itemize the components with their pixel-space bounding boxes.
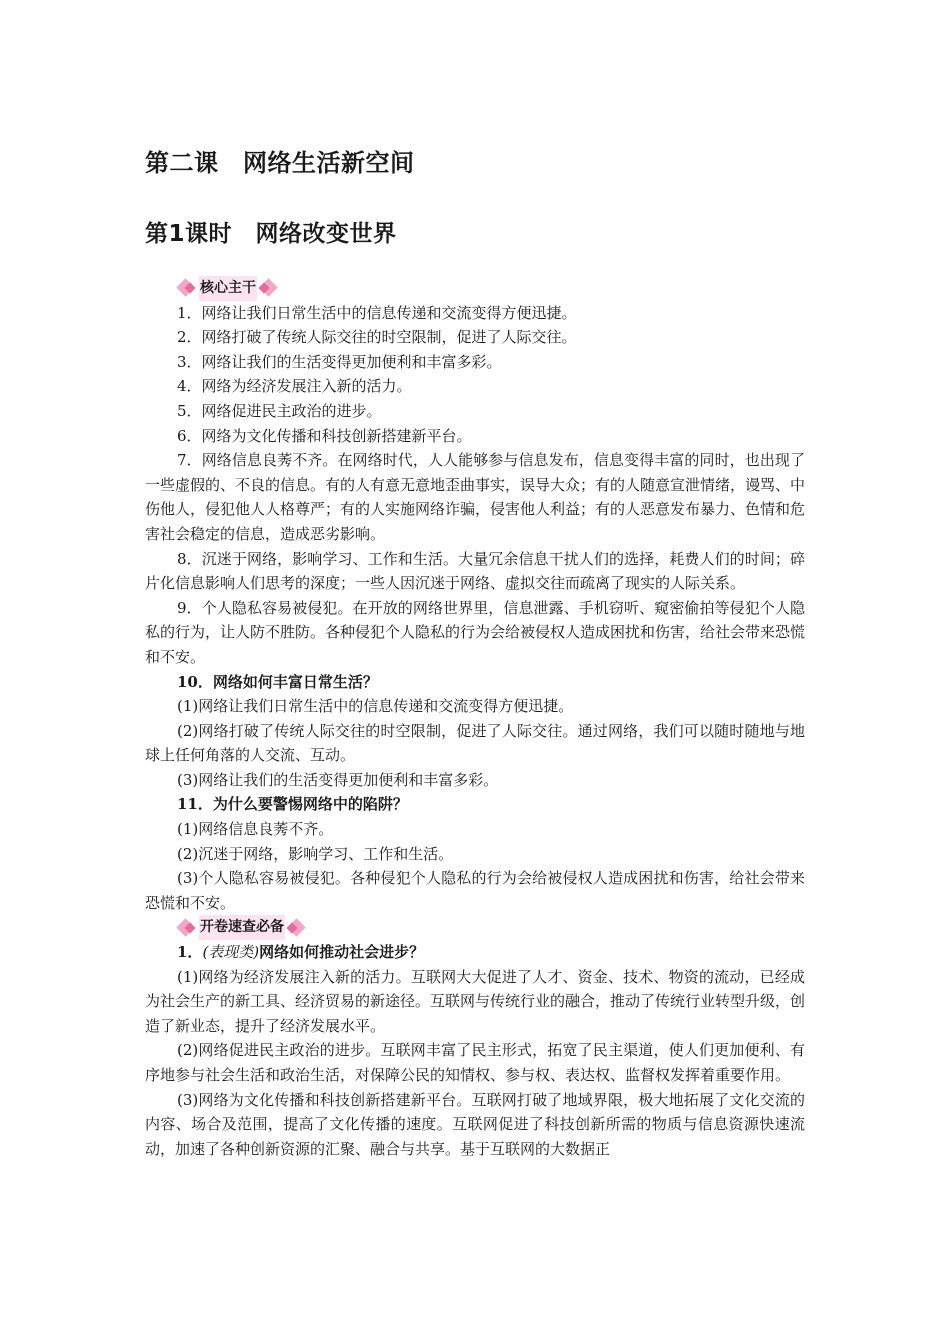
question-heading: 11．为什么要警惕网络中的陷阱？ [177, 795, 408, 814]
question-heading: 10．网络如何丰富日常生活？ [177, 672, 378, 691]
period-title: 第1课时 网络改变世界 [145, 221, 397, 247]
list-item: 2．网络打破了传统人际交往的时空限制，促进了人际交往。 [177, 328, 577, 347]
diamond-icon [285, 920, 307, 936]
list-item: 5．网络促进民主政治的进步。 [177, 401, 382, 420]
answer-item: (2)网络促进民主政治的进步。互联网丰富了民主形式，拓宽了民主渠道，使人们更加便利、有序地参与社会生活和政治生活，对保障公民的知情权、参与权、表达权、监督权发挥着重要作用。 [145, 1041, 805, 1084]
answer-item: (3)网络让我们的生活变得更加便利和丰富多彩。 [177, 770, 499, 789]
list-item: 4．网络为经济发展注入新的活力。 [177, 377, 412, 396]
answer-item: (2)沉迷于网络，影响学习、工作和生活。 [177, 844, 454, 863]
document-body [145, 276, 805, 1161]
section-header-core [177, 276, 805, 301]
answer-item: (1)网络让我们日常生活中的信息传递和交流变得方便迅捷。 [177, 697, 574, 716]
list-item: 7．网络信息良莠不齐。在网络时代，人人能够参与信息发布，信息变得丰富的同时，也出现了一些虚假的、不良的信息。有的人有意无意地歪曲事实，误导大众；有的人随意宣泄情绪，谩骂、中伤他人，侵犯他人人格尊严；有的人实施网络诈骗，侵害他人利益；有的人恶意发布暴力、色情和危害社会稳定的信息，造成恶劣影响。 [145, 451, 806, 543]
lesson-title: 第二课 网络生活新空间 [145, 149, 415, 177]
answer-item: (3)网络为文化传播和科技创新搭建新平台。互联网打破了地域界限，极大地拓展了文化交流的内容、场合及范围，提高了文化传播的速度。互联网促进了科技创新所需的物质与信息资源快速流动，加速了各种创新资源的汇聚、融合与共享。基于互联网的大数据正 [145, 1090, 805, 1158]
answer-item: (2)网络打破了传统人际交往的时空限制，促进了人际交往。通过网络，我们可以随时随地与地球上任何角落的人交流、互动。 [145, 721, 805, 765]
question-type-tag: (表现类) [202, 943, 260, 962]
diamond-icon [177, 280, 199, 296]
answer-item: (1)网络信息良莠不齐。 [177, 820, 334, 839]
section-header-quick-reference [177, 915, 805, 940]
list-item: 8．沉迷于网络，影响学习、工作和生活。大量冗余信息干扰人们的选择，耗费人们的时间；碎片化信息影响人们思考的深度；一些人因沉迷于网络、虚拟交往而疏离了现实的人际关系。 [145, 549, 805, 593]
list-item: 1．网络让我们日常生活中的信息传递和交流变得方便迅捷。 [177, 303, 577, 322]
answer-item: (3)个人隐私容易被侵犯。各种侵犯个人隐私的行为会给被侵权人造成困扰和伤害，给社会带来恐慌和不安。 [145, 869, 805, 912]
question-number: 1． [177, 943, 203, 962]
section-label: 开卷速查必备 [199, 915, 285, 940]
diamond-icon [177, 920, 199, 936]
question-text: 网络如何推动社会进步？ [259, 943, 425, 962]
diamond-icon [257, 280, 279, 296]
section-label: 核心主干 [199, 276, 257, 301]
list-item: 6．网络为文化传播和科技创新搭建新平台。 [177, 426, 472, 445]
question-heading [145, 940, 805, 965]
list-item: 9．个人隐私容易被侵犯。在开放的网络世界里，信息泄露、手机窃听、窥密偷拍等侵犯个人隐私的行为，让人防不胜防。各种侵犯个人隐私的行为会给被侵权人造成困扰和伤害，给社会带来恐慌和不安。 [145, 598, 806, 666]
list-item: 3．网络让我们的生活变得更加便利和丰富多彩。 [177, 352, 502, 371]
answer-item: (1)网络为经济发展注入新的活力。互联网大大促进了人才、资金、技术、物资的流动，已经成为社会生产的新工具、经济贸易的新途径。互联网与传统行业的融合，推动了传统行业转型升级，创造了新业态，提升了经济发展水平。 [145, 967, 806, 1035]
